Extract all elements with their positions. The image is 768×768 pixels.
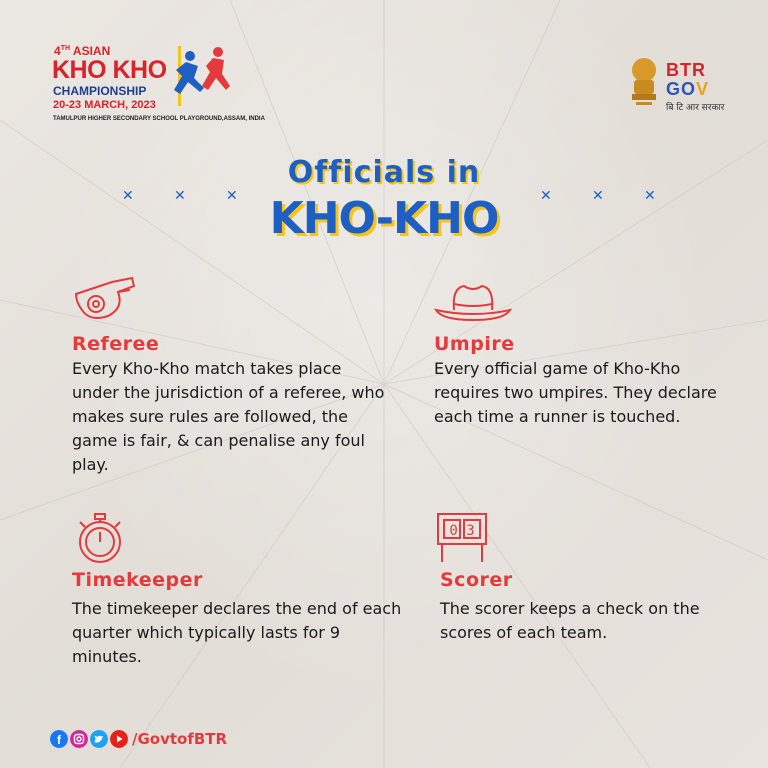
stopwatch-icon [72,510,128,566]
scoreboard-digits: 0 3 [449,523,475,539]
section-text-timekeeper: The timekeeper declares the end of each quarter which typically lasts for 9 minutes. [72,599,402,666]
decor-cross-icon: ✕ [174,188,186,204]
decor-cross-icon: ✕ [122,188,134,204]
championship-dates: 20-23 MARCH, 2023 [53,99,156,111]
btr-gov-logo [626,56,736,116]
decor-cross-icon: ✕ [226,188,238,204]
hat-icon [432,280,514,326]
facebook-icon[interactable] [50,730,68,748]
decor-cross-icon: ✕ [644,188,656,204]
emblem-icon [626,56,662,112]
championship-name: KHO KHO [52,56,167,84]
championship-subtitle: CHAMPIONSHIP [53,84,147,98]
section-heading-umpire: Umpire [434,333,515,355]
section-heading-scorer: Scorer [440,569,513,591]
instagram-icon[interactable] [70,730,88,748]
title-line-1: Officials in [287,155,481,190]
whistle-icon [72,272,138,324]
btr-tagline: बि टि आर सरकार [666,103,725,113]
scoreboard-icon [436,512,488,564]
championship-logo [50,44,265,134]
section-text-referee: Every Kho-Kho match takes place under the jurisdiction of a referee, who makes sure rules are followed, the game is fair, & can penalise any foul play. [72,359,385,474]
youtube-icon[interactable] [110,730,128,748]
svg-text:f: f [57,733,61,747]
decor-cross-icon: ✕ [540,188,552,204]
section-text-scorer: The scorer keeps a check on the scores of each team. [440,599,700,642]
championship-edition: 4TH ASIAN [54,44,111,58]
players-icon [158,44,238,109]
section-heading-timekeeper: Timekeeper [72,569,203,591]
decor-cross-icon: ✕ [592,188,604,204]
twitter-icon[interactable] [90,730,108,748]
social-handle[interactable]: /GovtofBTR [132,730,228,748]
gov-text: GOV [666,79,710,99]
championship-venue: TAMULPUR HIGHER SECONDARY SCHOOL PLAYGROUND,ASSAM, INDIA [53,116,265,122]
title-line-2: KHO-KHO [269,193,499,244]
section-heading-referee: Referee [72,333,160,355]
btr-text: BTR [666,60,706,80]
section-text-umpire: Every official game of Kho-Kho requires two umpires. They declare each time a runner is touched. [434,359,717,426]
